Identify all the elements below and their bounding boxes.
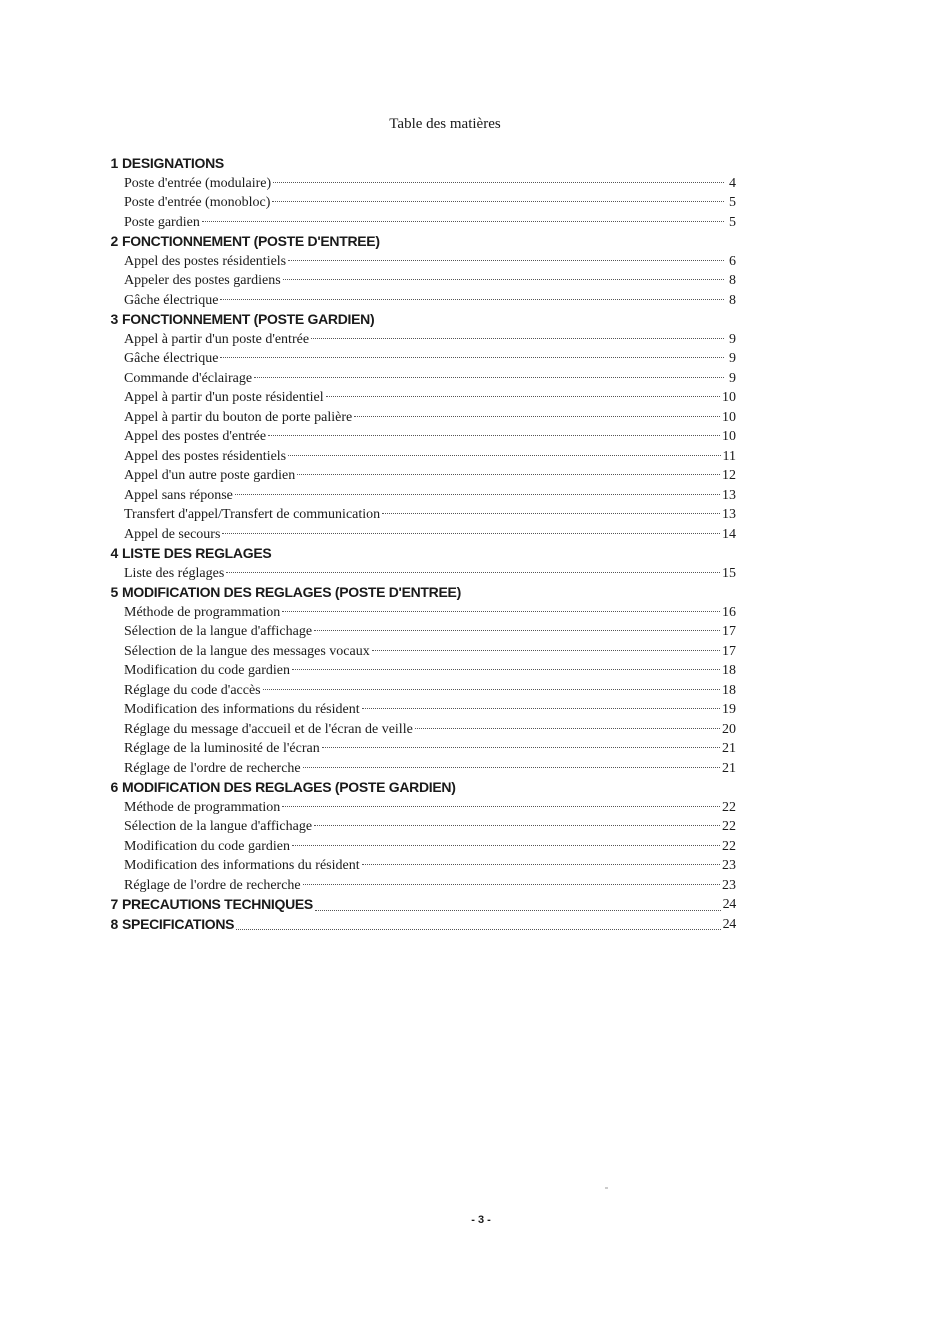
dot-leader — [283, 279, 724, 280]
entry-page-number: 5 — [729, 195, 736, 210]
toc-section-heading[interactable] — [96, 544, 736, 564]
entry-page-number: 10 — [722, 390, 736, 405]
entry-title: Appel à partir d'un poste résidentiel — [124, 390, 324, 405]
toc-entry[interactable] — [96, 505, 736, 525]
entry-page-number: 4 — [729, 175, 736, 191]
entry-page-number: 11 — [722, 448, 736, 464]
entry-page-number: 17 — [722, 643, 736, 659]
entry-title: Poste gardien — [124, 214, 200, 230]
toc-entry[interactable] — [96, 447, 736, 467]
toc-entry[interactable] — [96, 408, 736, 428]
entry-page-number: 18 — [722, 682, 736, 698]
section-page-number: 24 — [722, 897, 736, 912]
dot-leader — [282, 806, 720, 807]
entry-title: Appel sans réponse — [124, 487, 233, 503]
table-of-contents — [96, 154, 736, 934]
entry-title: Poste d'entrée (modulaire) — [124, 175, 272, 191]
dot-leader — [273, 182, 724, 183]
dot-leader — [288, 260, 724, 261]
dot-leader — [222, 533, 720, 534]
toc-entry[interactable] — [96, 486, 736, 506]
toc-entry[interactable] — [96, 271, 736, 291]
entry-page-number: 22 — [722, 819, 736, 834]
section-number: 1 — [110, 155, 118, 171]
dot-leader — [254, 377, 724, 378]
section-title: LISTE DES REGLAGES — [122, 545, 272, 561]
entry-page-number: 19 — [722, 702, 736, 717]
section-number: 5 — [110, 584, 118, 600]
entry-title: Réglage de l'ordre de recherche — [124, 760, 301, 776]
entry-title: Appel à partir d'un poste d'entrée — [124, 331, 310, 347]
dot-leader — [382, 513, 720, 514]
section-number: 6 — [110, 779, 118, 795]
toc-entry[interactable] — [96, 252, 736, 272]
dot-leader — [303, 767, 720, 768]
entry-title: Réglage du code d'accès — [124, 682, 261, 698]
section-number: 8 — [110, 915, 118, 932]
toc-entry[interactable] — [96, 427, 736, 447]
entry-title: Liste des réglages — [124, 565, 225, 581]
entry-page-number: 8 — [729, 292, 736, 308]
entry-title: Appel des postes résidentiels — [124, 448, 287, 464]
section-number: 4 — [110, 545, 118, 561]
section-title: FONCTIONNEMENT (POSTE GARDIEN) — [122, 311, 375, 327]
entry-page-number: 21 — [722, 760, 736, 776]
toc-section-heading[interactable] — [96, 310, 736, 330]
toc-entry[interactable] — [96, 603, 736, 623]
dot-leader — [292, 845, 720, 846]
dot-leader — [292, 669, 720, 670]
dot-leader — [263, 689, 720, 690]
entry-page-number: 10 — [722, 409, 736, 425]
section-title: FONCTIONNEMENT (POSTE D'ENTREE) — [122, 233, 380, 249]
entry-page-number: 16 — [722, 604, 736, 620]
section-title: MODIFICATION DES REGLAGES (POSTE GARDIEN) — [122, 779, 456, 795]
toc-entry[interactable] — [96, 564, 736, 584]
entry-title: Poste d'entrée (monobloc) — [124, 195, 271, 210]
entry-page-number: 23 — [722, 858, 736, 873]
dot-leader — [415, 728, 720, 729]
entry-title: Sélection de la langue des messages vocaux — [124, 643, 370, 659]
section-number: 2 — [110, 233, 118, 249]
dot-leader — [220, 299, 724, 300]
toc-entry[interactable] — [96, 681, 736, 701]
toc-entry[interactable] — [96, 174, 736, 194]
toc-entry[interactable] — [96, 388, 736, 408]
dot-leader — [303, 884, 720, 885]
entry-title: Réglage du message d'accueil et de l'écran de veille — [124, 721, 413, 737]
entry-page-number: 22 — [722, 799, 736, 815]
entry-title: Transfert d'appel/Transfert de communication — [124, 507, 381, 522]
entry-title: Modification du code gardien — [124, 838, 291, 854]
entry-page-number: 13 — [722, 487, 736, 503]
toc-entry[interactable] — [96, 330, 736, 350]
dot-leader — [362, 864, 720, 865]
section-title: MODIFICATION DES REGLAGES (POSTE D'ENTREE) — [122, 584, 461, 600]
dot-leader — [226, 572, 720, 573]
entry-title: Gâche électrique — [124, 292, 219, 308]
section-title: SPECIFICATIONS — [122, 915, 235, 932]
dot-leader — [314, 630, 720, 631]
toc-entry[interactable] — [96, 856, 736, 876]
entry-page-number: 22 — [722, 838, 736, 854]
dot-leader — [272, 201, 724, 202]
dot-leader — [315, 891, 721, 911]
page-number: - 3 - — [471, 1214, 491, 1226]
entry-title: Appel des postes résidentiels — [124, 253, 287, 269]
toc-entry[interactable] — [96, 798, 736, 818]
toc-entry[interactable] — [96, 759, 736, 779]
entry-page-number: 23 — [722, 877, 736, 893]
toc-entry[interactable] — [96, 661, 736, 681]
entry-page-number: 6 — [729, 253, 736, 269]
entry-title: Modification des informations du résident — [124, 702, 360, 717]
dot-leader — [372, 650, 720, 651]
entry-title: Réglage de la luminosité de l'écran — [124, 741, 320, 756]
entry-title: Méthode de programmation — [124, 799, 281, 815]
toc-entry[interactable] — [96, 817, 736, 837]
dot-leader — [311, 338, 724, 339]
entry-title: Modification du code gardien — [124, 663, 291, 678]
section-number: 7 — [110, 896, 118, 912]
dot-leader — [322, 747, 720, 748]
toc-section-heading[interactable] — [96, 154, 736, 174]
dot-leader — [297, 474, 720, 475]
dot-leader — [282, 611, 720, 612]
entry-title: Réglage de l'ordre de recherche — [124, 877, 301, 893]
toc-entry[interactable] — [96, 642, 736, 662]
entry-title: Modification des informations du résident — [124, 858, 360, 873]
section-title: PRECAUTIONS TECHNIQUES — [122, 896, 313, 912]
entry-page-number: 5 — [729, 214, 736, 230]
entry-title: Appel d'un autre poste gardien — [124, 468, 296, 483]
entry-page-number: 9 — [729, 351, 736, 366]
toc-section-heading[interactable] — [96, 778, 736, 798]
dot-leader — [314, 825, 720, 826]
entry-title: Sélection de la langue d'affichage — [124, 819, 313, 834]
dot-leader — [236, 911, 720, 931]
toc-entry[interactable] — [96, 213, 736, 233]
entry-title: Gâche électrique — [124, 351, 219, 366]
page-title: Table des matières — [389, 116, 501, 132]
toc-entry[interactable] — [96, 739, 736, 759]
dot-leader — [362, 708, 720, 709]
dot-leader — [354, 416, 720, 417]
entry-page-number: 9 — [729, 331, 736, 347]
entry-title: Sélection de la langue d'affichage — [124, 624, 313, 639]
entry-title: Commande d'éclairage — [124, 370, 253, 386]
toc-entry[interactable] — [96, 369, 736, 389]
section-number: 3 — [110, 311, 118, 327]
toc-entry[interactable] — [96, 466, 736, 486]
entry-page-number: 10 — [722, 429, 736, 444]
dot-leader — [235, 494, 720, 495]
dot-leader — [326, 396, 720, 397]
entry-title: Méthode de programmation — [124, 604, 281, 620]
toc-entry[interactable] — [96, 837, 736, 857]
toc-section-heading[interactable] — [96, 915, 736, 935]
scan-speck — [605, 1187, 608, 1189]
toc-section-heading[interactable] — [96, 232, 736, 252]
toc-entry[interactable] — [96, 193, 736, 213]
entry-title: Appeler des postes gardiens — [124, 273, 281, 288]
entry-page-number: 8 — [729, 273, 736, 288]
entry-title: Appel à partir du bouton de porte palière — [124, 409, 353, 425]
entry-page-number: 18 — [722, 663, 736, 678]
section-title: DESIGNATIONS — [122, 155, 224, 171]
dot-leader — [220, 357, 724, 358]
dot-leader — [202, 221, 724, 222]
toc-entry[interactable] — [96, 720, 736, 740]
entry-page-number: 12 — [722, 468, 736, 483]
toc-entry[interactable] — [96, 622, 736, 642]
entry-page-number: 17 — [722, 624, 736, 639]
dot-leader — [288, 455, 720, 456]
toc-section-heading[interactable] — [96, 583, 736, 603]
toc-entry[interactable] — [96, 349, 736, 369]
entry-page-number: 20 — [722, 721, 736, 737]
entry-page-number: 14 — [722, 526, 736, 542]
toc-entry[interactable] — [96, 291, 736, 311]
entry-page-number: 15 — [722, 565, 736, 581]
entry-page-number: 13 — [722, 507, 736, 522]
dot-leader — [268, 435, 720, 436]
entry-title: Appel de secours — [124, 526, 221, 542]
entry-title: Appel des postes d'entrée — [124, 429, 267, 444]
toc-entry[interactable] — [96, 525, 736, 545]
entry-page-number: 21 — [722, 741, 736, 756]
toc-entry[interactable] — [96, 700, 736, 720]
section-page-number: 24 — [722, 916, 736, 932]
entry-page-number: 9 — [729, 370, 736, 386]
